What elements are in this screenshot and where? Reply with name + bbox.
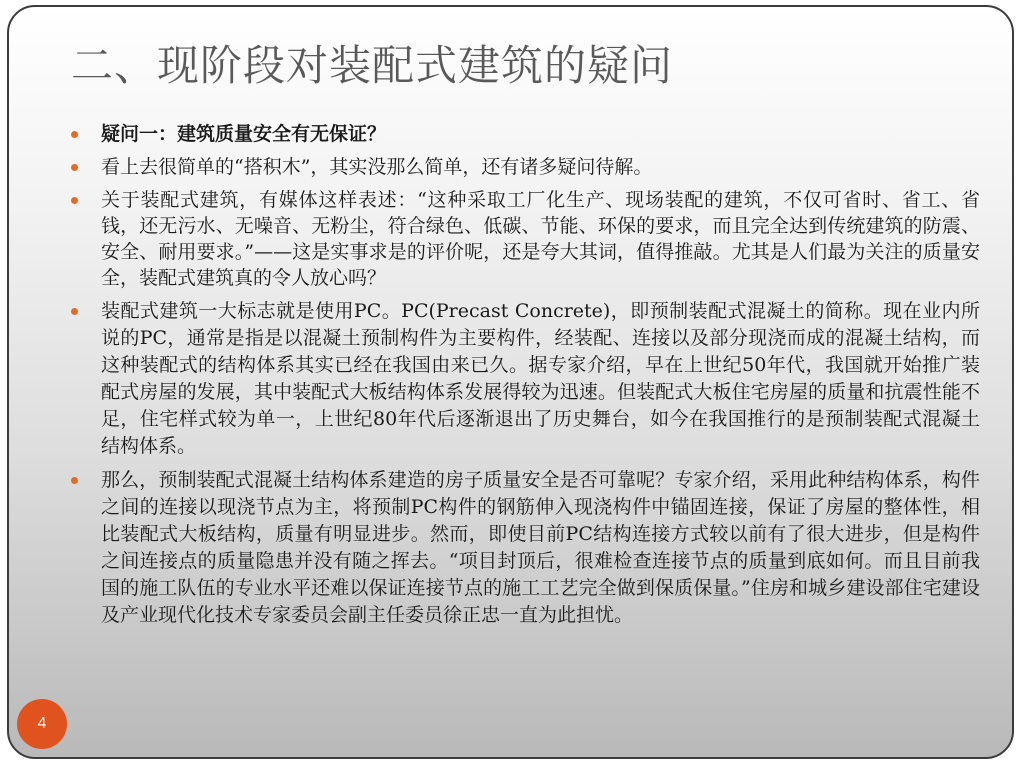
bullet-item	[70, 467, 980, 629]
bullet-dot-icon	[71, 308, 78, 315]
bullet-text: 装配式建筑一大标志就是使用PC。PC(Precast Concrete)，即预制装配式混凝土的简称。现在业内所说的PC，通常是指是以混凝土预制构件为主要构件，经装配、连接以及部分现浇而成的混凝土结构，而这种装配式的结构体系其实已经在我国由来已久。据专家介绍，早在上世纪50年代，我国就开始推广装配式房屋的发展，其中装配式大板结构体系发展得较为迅速。但装配式大板住宅房屋的质量和抗震性能不足，住宅样式较为单一，上世纪80年代后逐渐退出了历史舞台，如今在我国推行的是预制装配式混凝土结构体系。	[101, 300, 980, 457]
slide-title: 二、现阶段对装配式建筑的疑问	[71, 41, 674, 90]
slide-frame	[7, 5, 1014, 759]
bullet-item	[70, 187, 980, 291]
bullet-dot-icon	[71, 164, 78, 171]
bullet-text: 关于装配式建筑，有媒体这样表述：“这种采取工厂化生产、现场装配的建筑，不仅可省时、省工、省钱，还无污水、无噪音、无粉尘，符合绿色、低碳、节能、环保的要求，而且完全达到传统建筑的防震、安全、耐用要求。”——这是实事求是的评价呢，还是夸大其词，值得推敲。尤其是人们最为关注的质量安全，装配式建筑真的令人放心吗？	[101, 189, 980, 289]
bullet-dot-icon	[71, 477, 78, 484]
bullet-item	[70, 154, 980, 180]
page-number-badge: 4	[17, 699, 67, 749]
bullet-text: 那么，预制装配式混凝土结构体系建造的房子质量安全是否可靠呢？专家介绍，采用此种结构体系，构件之间的连接以现浇节点为主，将预制PC构件的钢筋伸入现浇构件中锚固连接，保证了房屋的整体性，相比装配式大板结构，质量有明显进步。然而，即使目前PC结构连接方式较以前有了很大进步，但是构件之间连接点的质量隐患并没有随之挥去。“项目封顶后，很难检查连接节点的质量到底如何。而且目前我国的施工队伍的专业水平还难以保证连接节点的施工工艺完全做到保质保量。”住房和城乡建设部住宅建设及产业现代化技术专家委员会副主任委员徐正忠一直为此担忧。	[101, 469, 980, 626]
bullet-item	[70, 121, 980, 147]
bullet-text: 看上去很简单的“搭积木”，其实没那么简单，还有诸多疑问待解。	[101, 156, 653, 178]
slide-body	[70, 121, 980, 636]
bullet-dot-icon	[71, 197, 78, 204]
bullet-item	[70, 298, 980, 460]
bullet-question-heading: 疑问一：建筑质量安全有无保证？	[101, 123, 387, 145]
bullet-dot-icon	[71, 131, 78, 138]
